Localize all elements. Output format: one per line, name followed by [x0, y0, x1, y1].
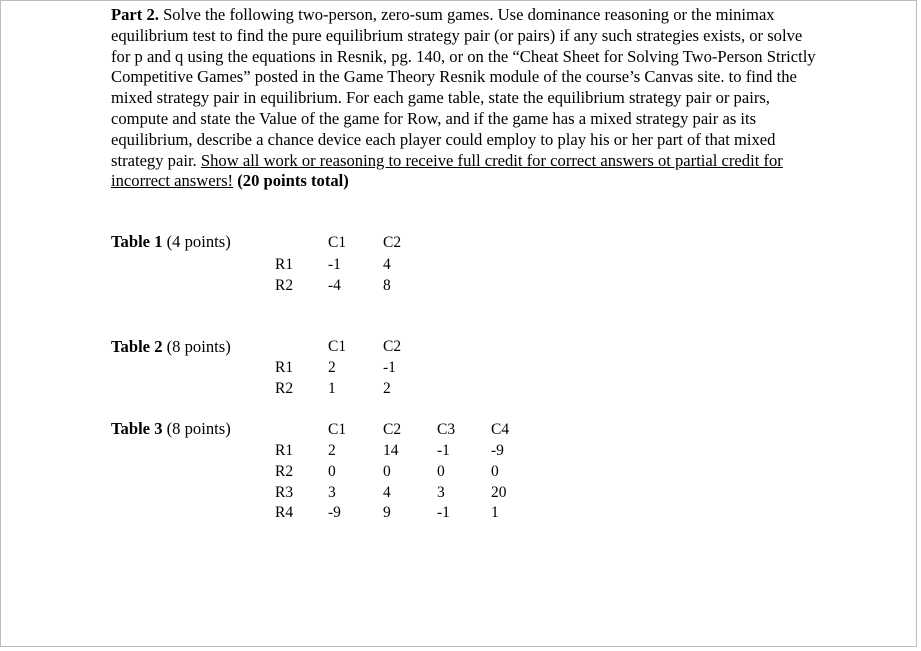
table-3-cell: 14 [383, 442, 399, 459]
table-3-row-label: R4 [275, 504, 294, 521]
table-3-cell: 4 [383, 484, 391, 501]
table-2-cell: 2 [383, 380, 391, 397]
table-3-row-label: R1 [275, 442, 294, 459]
table-3-cell: 20 [491, 484, 507, 501]
table-2-cell: 2 [328, 359, 336, 376]
table-3-col-header: C2 [383, 421, 402, 438]
table-2-title: Table 2 (8 points) [111, 337, 231, 356]
instructions-paragraph [111, 5, 816, 192]
instructions-body: Solve the following two-person, zero-sum games. Use dominance reasoning or the minimax equilibrium test to find the pure equilibrium strategy pair (or pairs) if any such strategies exists, or solve for p and q using the equations in Resnik, pg. 140, or on the “Cheat Sheet for Solving Two-Person Strictly Competitive Games” posted in the Game Theory Resnik module of the course’s Canvas site. to find the mixed strategy pair in equilibrium. For each game table, state the equilibrium strategy pair or pairs, compute and state the Value of the game for Row, and if the game has a mixed strategy pair as its equilibrium, describe a chance device each player could employ to play his or her part of that mixed strategy pair. [111, 5, 816, 170]
table-3-row-label: R3 [275, 484, 294, 501]
table-3-col-header: C4 [491, 421, 510, 438]
table-3-cell: 0 [328, 463, 336, 480]
points-total: (20 points total) [237, 171, 349, 191]
table-3-row-label: R2 [275, 463, 294, 480]
table-2-row-label: R1 [275, 359, 294, 376]
table-1-row-label: R2 [275, 277, 294, 294]
table-3-cell: 1 [491, 504, 499, 521]
table-1-cell: -4 [328, 277, 341, 294]
table-3-cell: 0 [437, 463, 445, 480]
table-3-cell: -9 [491, 442, 504, 459]
table-3-cell: 0 [491, 463, 499, 480]
table-2-col-header: C1 [328, 338, 347, 355]
table-2-row-label: R2 [275, 380, 294, 397]
table-3-cell: 2 [328, 442, 336, 459]
table-3-cell: 0 [383, 463, 391, 480]
table-1-title: Table 1 (4 points) [111, 232, 231, 251]
table-3-cell: 9 [383, 504, 391, 521]
table-1-col-header: C2 [383, 234, 402, 251]
table-3-col-header: C1 [328, 421, 347, 438]
table-3-cell: -1 [437, 442, 450, 459]
table-3-cell: 3 [328, 484, 336, 501]
table-1-cell: 8 [383, 277, 391, 294]
table-1-cell: -1 [328, 256, 341, 273]
table-2-col-header: C2 [383, 338, 402, 355]
table-3-cell: -1 [437, 504, 450, 521]
table-1-col-header: C1 [328, 234, 347, 251]
table-3-cell: -9 [328, 504, 341, 521]
table-3-cell: 3 [437, 484, 445, 501]
part-heading: Part 2. [111, 5, 159, 24]
table-3-title: Table 3 (8 points) [111, 419, 231, 438]
table-2-cell: 1 [328, 380, 336, 397]
table-2-cell: -1 [383, 359, 396, 376]
table-1-row-label: R1 [275, 256, 294, 273]
table-1-cell: 4 [383, 256, 391, 273]
table-3-col-header: C3 [437, 421, 456, 438]
work-requirement-note: Show all work or reasoning to receive full credit for correct answers ot partial credit for incorrect answers! [111, 150, 783, 191]
